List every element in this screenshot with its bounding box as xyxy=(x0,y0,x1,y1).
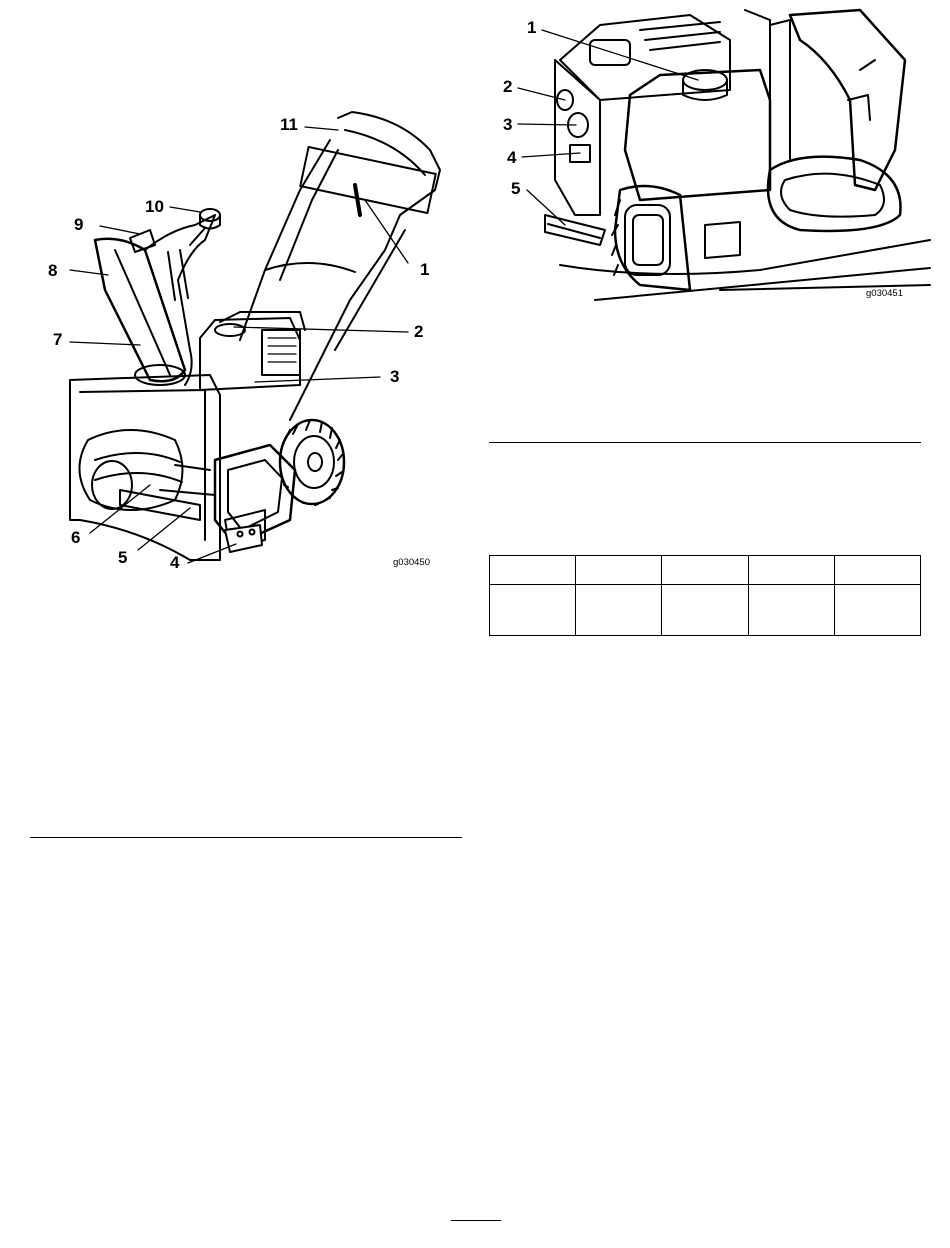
table-header-cell xyxy=(834,556,920,585)
section-rule-right xyxy=(489,442,921,443)
callout-8: 8 xyxy=(48,261,58,280)
figure-id: g030451 xyxy=(866,288,903,299)
section-rule-left xyxy=(30,837,462,838)
table-cell xyxy=(748,585,834,636)
callout-r3: 3 xyxy=(503,115,513,134)
figure-id: g030450 xyxy=(393,557,430,568)
table-row xyxy=(490,585,921,636)
callout-5: 5 xyxy=(118,548,128,567)
callout-r1: 1 xyxy=(527,18,537,37)
callout-r4: 4 xyxy=(507,148,517,167)
page-number-rule xyxy=(451,1220,501,1221)
callout-r5: 5 xyxy=(511,179,521,198)
callout-10: 10 xyxy=(145,197,164,216)
table-header-cell xyxy=(490,556,576,585)
callout-11: 11 xyxy=(280,115,298,134)
table-header-cell xyxy=(748,556,834,585)
table-cell xyxy=(576,585,662,636)
spec-table xyxy=(489,555,921,636)
table-header-row xyxy=(490,556,921,585)
table-cell xyxy=(490,585,576,636)
callout-6: 6 xyxy=(71,528,81,547)
table-cell xyxy=(834,585,920,636)
callout-r2: 2 xyxy=(503,77,513,96)
callout-4: 4 xyxy=(170,553,180,572)
table-cell xyxy=(662,585,748,636)
callout-9: 9 xyxy=(74,215,84,234)
callout-2: 2 xyxy=(414,322,424,341)
callout-1: 1 xyxy=(420,260,430,279)
table-header-cell xyxy=(576,556,662,585)
callout-7: 7 xyxy=(53,330,63,349)
callout-3: 3 xyxy=(390,367,400,386)
table-header-cell xyxy=(662,556,748,585)
